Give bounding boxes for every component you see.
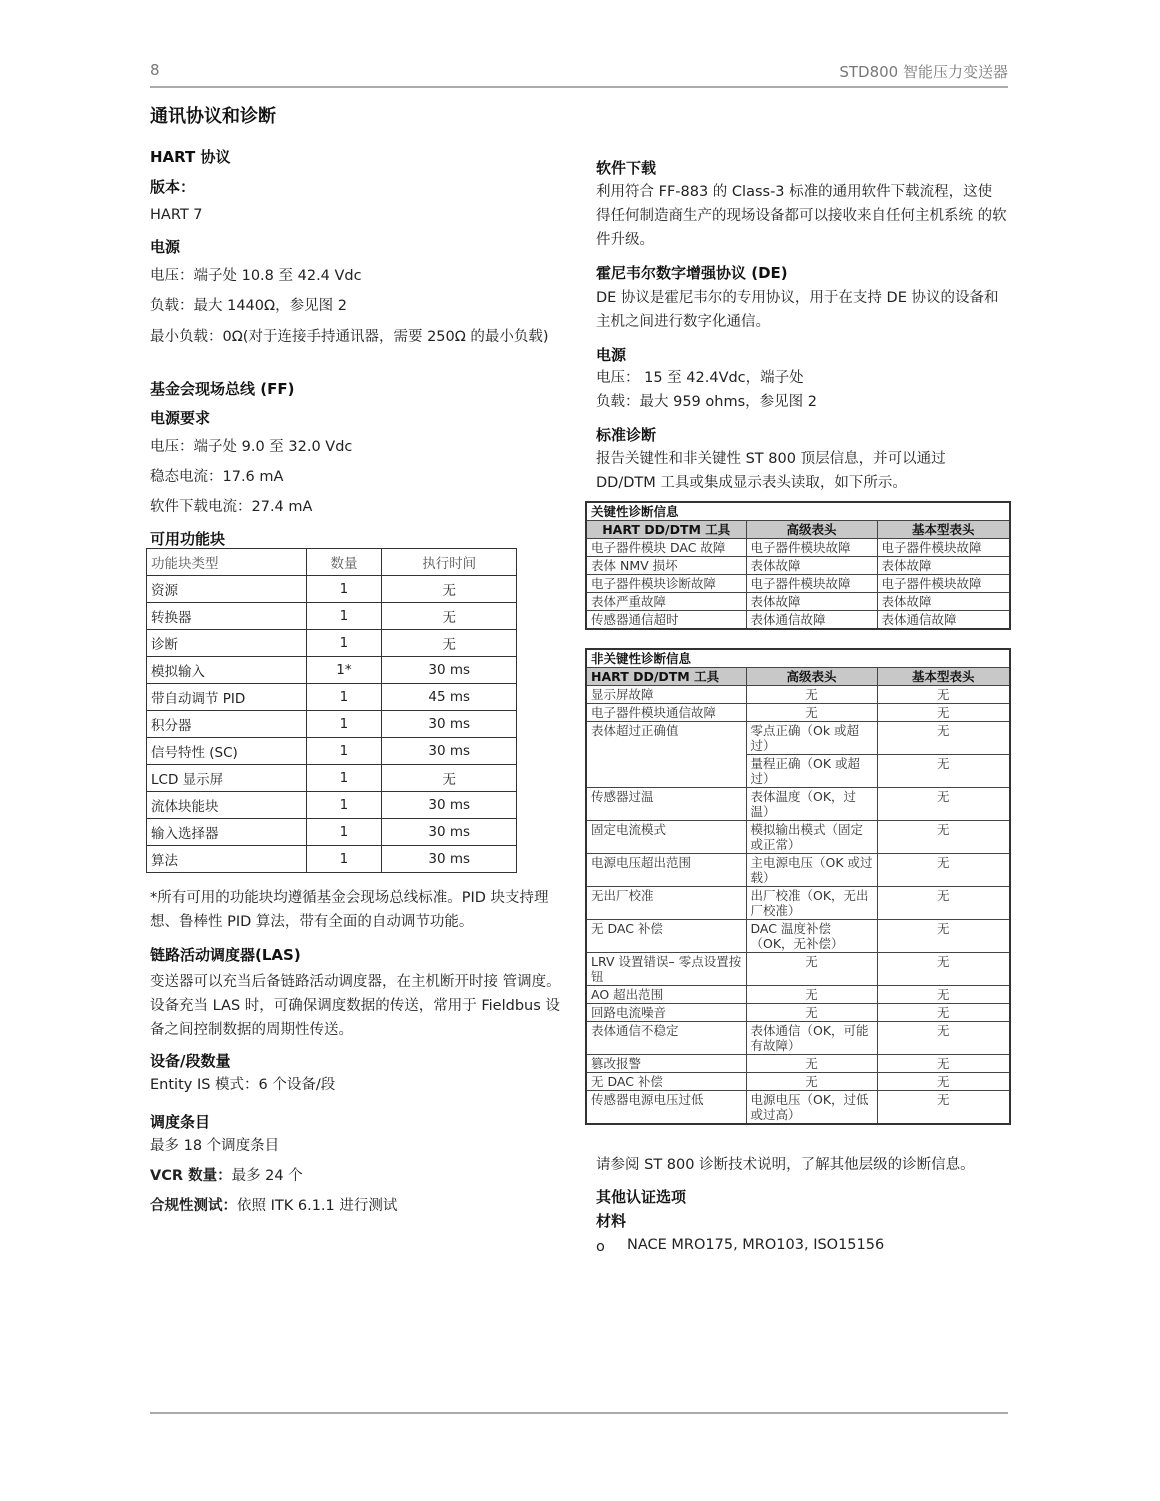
table-cell: 积分器 bbox=[147, 711, 307, 738]
table-cell: 1 bbox=[306, 738, 382, 765]
table-cell: 1 bbox=[306, 711, 382, 738]
material-bullet: o bbox=[596, 1239, 605, 1255]
table-row bbox=[586, 686, 1010, 704]
ff-power-title: 电源要求 bbox=[150, 409, 211, 427]
power-min-load: 最小负载：0Ω(对于连接手持通讯器，需要 250Ω 的最小负载) bbox=[150, 329, 549, 345]
table-cell: AO 超出范围 bbox=[586, 986, 746, 1004]
function-blocks-table bbox=[146, 548, 517, 873]
table-cell: 传感器电源电压过低 bbox=[586, 1091, 746, 1125]
table-cell: 输入选择器 bbox=[147, 819, 307, 846]
table-cell: 表体故障 bbox=[746, 557, 877, 575]
ff-current: 稳态电流：17.6 mA bbox=[150, 469, 284, 485]
page-number: 8 bbox=[150, 61, 160, 79]
table-cell: 表体 NMV 损坏 bbox=[586, 557, 746, 575]
table-cell: 表体通信故障 bbox=[877, 611, 1010, 630]
table-cell: 无 bbox=[382, 630, 517, 657]
de-title: 霍尼韦尔数字增强协议 (DE) bbox=[596, 264, 788, 282]
version-label: 版本： bbox=[150, 178, 196, 196]
table-cell: 无 DAC 补偿 bbox=[586, 1073, 746, 1091]
table-cell: LCD 显示屏 bbox=[147, 765, 307, 792]
table-row bbox=[147, 603, 517, 630]
diag-note: 请参阅 ST 800 诊断技术说明，了解其他层级的诊断信息。 bbox=[596, 1157, 975, 1173]
table-cell: 传感器过温 bbox=[586, 788, 746, 821]
de-power-title: 电源 bbox=[596, 346, 627, 364]
table-cell: 流体块能块 bbox=[147, 792, 307, 819]
table-cell: 1 bbox=[306, 684, 382, 711]
table-cell: 无 bbox=[877, 1073, 1010, 1091]
table-row bbox=[586, 920, 1010, 953]
table-cell: 电子器件模块 DAC 故障 bbox=[586, 539, 746, 557]
table-cell: 45 ms bbox=[382, 684, 517, 711]
table-header-row bbox=[147, 549, 517, 576]
table-cell: 无 bbox=[877, 920, 1010, 953]
table-cell: 电源电压（OK，过低或过高） bbox=[746, 1091, 877, 1125]
power-load: 负载：最大 1440Ω，参见图 2 bbox=[150, 298, 347, 314]
column-header: HART DD/DTM 工具 bbox=[586, 521, 746, 539]
table-cell: 无 bbox=[877, 953, 1010, 986]
table-cell: 资源 bbox=[147, 576, 307, 603]
cert-title: 其他认证选项 bbox=[596, 1188, 687, 1206]
table-row bbox=[586, 593, 1010, 611]
vcr-line bbox=[150, 1164, 303, 1188]
table-cell: 电子器件模块故障 bbox=[877, 539, 1010, 557]
material-item: NACE MRO175, MRO103, ISO15156 bbox=[627, 1237, 885, 1253]
table-cell: 无 bbox=[877, 686, 1010, 704]
table-cell: 电子器件模块故障 bbox=[877, 575, 1010, 593]
table-cell: 1 bbox=[306, 846, 382, 873]
table-cell: 主电源电压（OK 或过载） bbox=[746, 854, 877, 887]
table-cell: 无 bbox=[746, 953, 877, 986]
table-row bbox=[586, 611, 1010, 630]
table-cell: 回路电流噪音 bbox=[586, 1004, 746, 1022]
table-cell: 显示屏故障 bbox=[586, 686, 746, 704]
table-cell: 零点正确（Ok 或超过） bbox=[746, 722, 877, 755]
blocks-note: *所有可用的功能块均遵循基金会现场总线标准。PID 块支持理想、鲁棒性 PID 算法，带有全面的自动调节功能。 bbox=[150, 890, 549, 930]
table-cell: 无 bbox=[746, 1073, 877, 1091]
table-cell: 1 bbox=[306, 630, 382, 657]
table-cell: 无 DAC 补偿 bbox=[586, 920, 746, 953]
table-cell: 电子器件模块故障 bbox=[746, 575, 877, 593]
table-row bbox=[147, 846, 517, 873]
table-cell: 篡改报警 bbox=[586, 1055, 746, 1073]
table-cell: 表体故障 bbox=[877, 557, 1010, 575]
table-cell: 无 bbox=[877, 788, 1010, 821]
table-cell: 传感器通信超时 bbox=[586, 611, 746, 630]
schedule-text: 最多 18 个调度条目 bbox=[150, 1138, 280, 1154]
table-cell: 无 bbox=[877, 854, 1010, 887]
table-cell: 转换器 bbox=[147, 603, 307, 630]
table-cell: 无 bbox=[877, 986, 1010, 1004]
de-load: 负载：最大 959 ohms，参见图 2 bbox=[596, 394, 817, 410]
noncritical-diagnostics-table bbox=[585, 648, 1011, 1125]
table-cell: 表体故障 bbox=[746, 593, 877, 611]
ff-title: 基金会现场总线 (FF) bbox=[150, 380, 295, 398]
table-cell: 量程正确（OK 或超过） bbox=[746, 755, 877, 788]
table-cell: 表体温度（OK，过温） bbox=[746, 788, 877, 821]
table-row bbox=[147, 657, 517, 684]
table-caption-row bbox=[586, 649, 1010, 668]
table-row bbox=[586, 539, 1010, 557]
table-cell: 30 ms bbox=[382, 792, 517, 819]
diag-text: 报告关键性和非关键性 ST 800 顶层信息，并可以通过 DD/DTM 工具或集成显示表头读取，如下所示。 bbox=[596, 451, 946, 491]
table-cell: 30 ms bbox=[382, 657, 517, 684]
table-cell: 无 bbox=[877, 1022, 1010, 1055]
las-text: 变送器可以充当后备链路活动调度器，在主机断开时接 管调度。设备充当 LAS 时，可确保调度数据的传送，常用于 Fieldbus 设备之间控制数据的周期性传送。 bbox=[150, 974, 561, 1038]
table-cell: 模拟输出模式（固定或正常） bbox=[746, 821, 877, 854]
vcr-label: VCR 数量： bbox=[150, 1168, 232, 1184]
itk-label: 合规性测试： bbox=[150, 1198, 237, 1214]
table-cell: 1 bbox=[306, 765, 382, 792]
table-cell: 无 bbox=[382, 765, 517, 792]
table-row bbox=[147, 792, 517, 819]
table-cell: 出厂校准（OK，无出厂校准） bbox=[746, 887, 877, 920]
table-row bbox=[586, 953, 1010, 986]
table-cell: 无 bbox=[746, 986, 877, 1004]
table-cell: 电子器件模块诊断故障 bbox=[586, 575, 746, 593]
table-row bbox=[147, 630, 517, 657]
table-cell: 电子器件模块通信故障 bbox=[586, 704, 746, 722]
column-header: 高级表头 bbox=[746, 521, 877, 539]
table-cell: 无 bbox=[877, 722, 1010, 755]
table-cell: 表体严重故障 bbox=[586, 593, 746, 611]
devices-text: Entity IS 模式：6 个设备/段 bbox=[150, 1077, 336, 1093]
table-row bbox=[586, 821, 1010, 854]
table-cell: 无 bbox=[877, 1055, 1010, 1073]
table-caption: 非关键性诊断信息 bbox=[586, 649, 1010, 668]
table-cell: 无 bbox=[746, 686, 877, 704]
table-cell: 1 bbox=[306, 576, 382, 603]
table-cell: 无 bbox=[746, 1055, 877, 1073]
table-cell: 模拟输入 bbox=[147, 657, 307, 684]
table-cell: 表体通信不稳定 bbox=[586, 1022, 746, 1055]
download-text: 利用符合 FF-883 的 Class-3 标准的通用软件下载流程，这使 得任何制造商生产的现场设备都可以接收来自任何主机系统 的软件升级。 bbox=[596, 184, 1007, 248]
itk-value: 依照 ITK 6.1.1 进行测试 bbox=[237, 1198, 398, 1214]
table-cell: 1* bbox=[306, 657, 382, 684]
table-row bbox=[147, 738, 517, 765]
table-row bbox=[586, 788, 1010, 821]
table-cell: 无 bbox=[877, 1091, 1010, 1125]
column-header: 执行时间 bbox=[382, 549, 517, 576]
table-cell: 表体通信故障 bbox=[746, 611, 877, 630]
footer-rule bbox=[150, 1412, 1008, 1414]
table-cell: 30 ms bbox=[382, 711, 517, 738]
table-cell: 固定电流模式 bbox=[586, 821, 746, 854]
table-row bbox=[586, 1073, 1010, 1091]
table-caption: 关键性诊断信息 bbox=[586, 502, 1010, 521]
las-title: 链路活动调度器(LAS) bbox=[150, 946, 301, 964]
table-cell: 电子器件模块故障 bbox=[746, 539, 877, 557]
table-cell: 无 bbox=[382, 576, 517, 603]
power-title: 电源 bbox=[150, 238, 181, 256]
column-header: 基本型表头 bbox=[877, 668, 1010, 686]
column-header: HART DD/DTM 工具 bbox=[586, 668, 746, 686]
ff-download-current: 软件下载电流：27.4 mA bbox=[150, 499, 313, 515]
table-caption-row bbox=[586, 502, 1010, 521]
table-cell: 无 bbox=[382, 603, 517, 630]
table-row bbox=[147, 684, 517, 711]
table-cell: 无 bbox=[746, 1004, 877, 1022]
ff-voltage: 电压：端子处 9.0 至 32.0 Vdc bbox=[150, 439, 353, 455]
download-title: 软件下载 bbox=[596, 159, 657, 177]
table-row bbox=[147, 711, 517, 738]
table-row bbox=[586, 575, 1010, 593]
table-row bbox=[147, 819, 517, 846]
column-header: 功能块类型 bbox=[147, 549, 307, 576]
table-cell: 无 bbox=[746, 704, 877, 722]
table-row bbox=[586, 704, 1010, 722]
devices-title: 设备/段数量 bbox=[150, 1052, 231, 1070]
vcr-value: 最多 24 个 bbox=[231, 1168, 303, 1184]
table-cell: 1 bbox=[306, 819, 382, 846]
section-title: 通讯协议和诊断 bbox=[150, 106, 276, 127]
table-row bbox=[586, 1055, 1010, 1073]
column-header: 数量 bbox=[306, 549, 382, 576]
table-cell: 无 bbox=[877, 1004, 1010, 1022]
header-rule bbox=[150, 86, 1008, 88]
diag-title: 标准诊断 bbox=[596, 426, 657, 444]
table-row bbox=[586, 1022, 1010, 1055]
table-cell: 诊断 bbox=[147, 630, 307, 657]
table-cell: 无 bbox=[877, 821, 1010, 854]
table-row bbox=[586, 1004, 1010, 1022]
table-cell: DAC 温度补偿（OK，无补偿） bbox=[746, 920, 877, 953]
version-value: HART 7 bbox=[150, 207, 203, 223]
table-header-row bbox=[586, 668, 1010, 686]
table-cell: 30 ms bbox=[382, 738, 517, 765]
blocks-title: 可用功能块 bbox=[150, 530, 226, 548]
table-cell: 1 bbox=[306, 603, 382, 630]
table-cell: 30 ms bbox=[382, 846, 517, 873]
table-header-row bbox=[586, 521, 1010, 539]
power-voltage: 电压：端子处 10.8 至 42.4 Vdc bbox=[150, 268, 362, 284]
column-header: 基本型表头 bbox=[877, 521, 1010, 539]
table-row bbox=[586, 1091, 1010, 1125]
schedule-title: 调度条目 bbox=[150, 1113, 211, 1131]
table-cell: 30 ms bbox=[382, 819, 517, 846]
table-cell: 无 bbox=[877, 704, 1010, 722]
table-cell: 无 bbox=[877, 887, 1010, 920]
table-row bbox=[586, 854, 1010, 887]
table-row bbox=[586, 986, 1010, 1004]
table-cell: 信号特性 (SC) bbox=[147, 738, 307, 765]
table-row bbox=[586, 557, 1010, 575]
de-voltage: 电压： 15 至 42.4Vdc，端子处 bbox=[596, 370, 804, 386]
column-header: 高级表头 bbox=[746, 668, 877, 686]
table-cell: 表体通信（OK，可能有故障） bbox=[746, 1022, 877, 1055]
table-cell: 1 bbox=[306, 792, 382, 819]
hart-title: HART 协议 bbox=[150, 148, 231, 166]
document-title: STD800 智能压力变送器 bbox=[839, 63, 1008, 81]
table-cell: 无 bbox=[877, 755, 1010, 788]
table-cell: 算法 bbox=[147, 846, 307, 873]
de-text: DE 协议是霍尼韦尔的专用协议，用于在支持 DE 协议的设备和主机之间进行数字化通信。 bbox=[596, 290, 999, 330]
table-cell: LRV 设置错误– 零点设置按钮 bbox=[586, 953, 746, 986]
table-row bbox=[586, 722, 1010, 755]
table-cell: 表体故障 bbox=[877, 593, 1010, 611]
material-title: 材料 bbox=[596, 1212, 627, 1230]
table-cell: 无出厂校准 bbox=[586, 887, 746, 920]
table-cell: 电源电压超出范围 bbox=[586, 854, 746, 887]
table-cell: 表体超过正确值 bbox=[586, 722, 746, 788]
table-row bbox=[147, 576, 517, 603]
table-row bbox=[147, 765, 517, 792]
table-cell: 带自动调节 PID bbox=[147, 684, 307, 711]
table-row bbox=[586, 887, 1010, 920]
itk-line bbox=[150, 1194, 397, 1218]
critical-diagnostics-table bbox=[585, 501, 1011, 630]
